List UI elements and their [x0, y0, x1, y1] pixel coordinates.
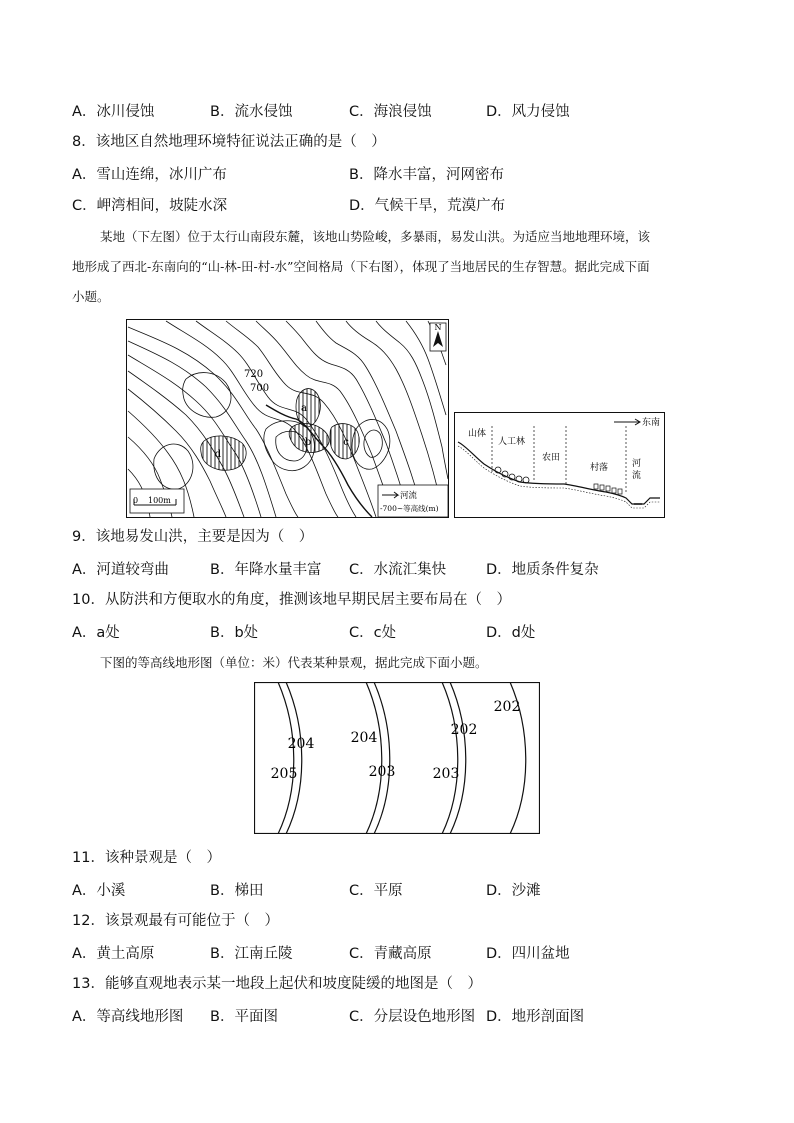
label-farmland: 农田: [542, 453, 561, 463]
scale-distance: 100m: [148, 496, 171, 505]
contour-700-label: 700: [250, 383, 270, 394]
q13-option-b[interactable]: B．平面图: [210, 1009, 278, 1025]
q8-options-row2: [72, 194, 752, 214]
q13-option-a[interactable]: A．等高线地形图: [72, 1009, 184, 1025]
q12-stem: 12．该景观最有可能位于（ ）: [72, 913, 279, 929]
q9-option-c[interactable]: C．水流汇集快: [349, 562, 447, 578]
q9-option-b[interactable]: B．年降水量丰富: [210, 562, 322, 578]
legend-river: 河流: [400, 491, 418, 501]
legend-contour: -700~等高线(m): [380, 504, 439, 513]
terrace-contour-figure: [254, 682, 540, 834]
label-mountain: 山体: [468, 429, 487, 439]
q9-stem: 9．该地易发山洪，主要是因为（ ）: [72, 529, 314, 545]
passage-1-line2: 地形成了西北-东南向的“山-林-田-村-水”空间格局（下右图），体现了当地居民的生存智慧。据此完成下面: [72, 259, 650, 274]
label-d: d: [214, 449, 222, 460]
q7-option-c[interactable]: C．海浪侵蚀: [349, 104, 432, 120]
elevation-label-202-b: 202: [493, 699, 521, 715]
q10-options: [72, 621, 752, 641]
q13-option-d[interactable]: D．地形剖面图: [486, 1009, 585, 1025]
q8-options-row1: [72, 163, 752, 183]
label-village: 村落: [590, 463, 609, 473]
q10-stem: 10．从防洪和方便取水的角度，推测该地早期民居主要布局在（ ）: [72, 592, 511, 608]
contour-map-figure: [126, 319, 449, 518]
q10-option-d[interactable]: D．d处: [486, 625, 536, 641]
map-legend: [378, 485, 448, 517]
scale-bar: [130, 489, 184, 513]
q8-option-d[interactable]: D．气候干旱，荒漠广布: [349, 198, 506, 214]
q9-option-d[interactable]: D．地质条件复杂: [486, 562, 599, 578]
q9-options: [72, 558, 752, 578]
passage-1-line1: 某地（下左图）位于太行山南段东麓，该地山势险峻，多暴雨，易发山洪。为适应当地地理环境，该: [100, 229, 651, 244]
q11-option-a[interactable]: A．小溪: [72, 883, 126, 899]
q12-option-a[interactable]: A．黄土高原: [72, 946, 155, 962]
q13-options: [72, 1005, 752, 1025]
elevation-label-205: 205: [270, 766, 298, 782]
elevation-label-202-a: 202: [450, 722, 478, 738]
label-a: a: [301, 403, 307, 414]
north-arrow-icon: [430, 323, 446, 351]
q7-option-a[interactable]: A．冰川侵蚀: [72, 104, 155, 120]
north-label: N: [434, 323, 442, 332]
passage-2: [72, 648, 722, 678]
direction-label: 东南: [642, 418, 661, 428]
label-forest: 人工林: [498, 437, 526, 447]
elevation-label-204-a: 204: [287, 736, 315, 752]
profile-figure: [454, 412, 665, 518]
label-c: c: [343, 437, 349, 448]
q8-option-b[interactable]: B．降水丰富，河网密布: [349, 167, 504, 183]
q8-option-c[interactable]: C．岬湾相间，坡陡水深: [72, 198, 228, 214]
q12-option-d[interactable]: D．四川盆地: [486, 946, 570, 962]
elevation-label-203-a: 203: [368, 764, 396, 780]
q7-options: [72, 100, 752, 120]
q12-options: [72, 942, 752, 962]
elevation-label-203-b: 203: [432, 766, 460, 782]
q8-option-a[interactable]: A．雪山连绵，冰川广布: [72, 167, 227, 183]
scale-zero: 0: [133, 496, 139, 505]
q8-stem: 8．该地区自然地理环境特征说法正确的是（ ）: [72, 134, 386, 150]
q13-stem: 13．能够直观地表示某一地段上起伏和坡度陡缓的地图是（ ）: [72, 976, 482, 992]
label-river-1: 河: [632, 459, 642, 469]
q9-option-a[interactable]: A．河道较弯曲: [72, 562, 169, 578]
q13-option-c[interactable]: C．分层设色地形图: [349, 1009, 476, 1025]
label-b: b: [304, 437, 312, 448]
passage-1: [72, 222, 722, 312]
q11-option-d[interactable]: D．沙滩: [486, 883, 541, 899]
contour-720-label: 720: [244, 369, 264, 380]
elevation-label-204-b: 204: [350, 730, 378, 746]
passage-2-text: 下图的等高线地形图（单位：米）代表某种景观，据此完成下面小题。: [100, 655, 488, 670]
label-river-2: 流: [632, 471, 642, 481]
q7-option-d[interactable]: D．风力侵蚀: [486, 104, 570, 120]
q10-option-c[interactable]: C．c处: [349, 625, 397, 641]
q11-stem: 11．该种景观是（ ）: [72, 850, 221, 866]
q11-option-b[interactable]: B．梯田: [210, 883, 264, 899]
q11-option-c[interactable]: C．平原: [349, 883, 403, 899]
passage-1-line3: 小题。: [72, 289, 110, 304]
q11-options: [72, 879, 752, 899]
q10-option-a[interactable]: A．a处: [72, 625, 120, 641]
q12-option-c[interactable]: C．青藏高原: [349, 946, 432, 962]
q7-option-b[interactable]: B．流水侵蚀: [210, 104, 293, 120]
q12-option-b[interactable]: B．江南丘陵: [210, 946, 293, 962]
q10-option-b[interactable]: B．b处: [210, 625, 259, 641]
